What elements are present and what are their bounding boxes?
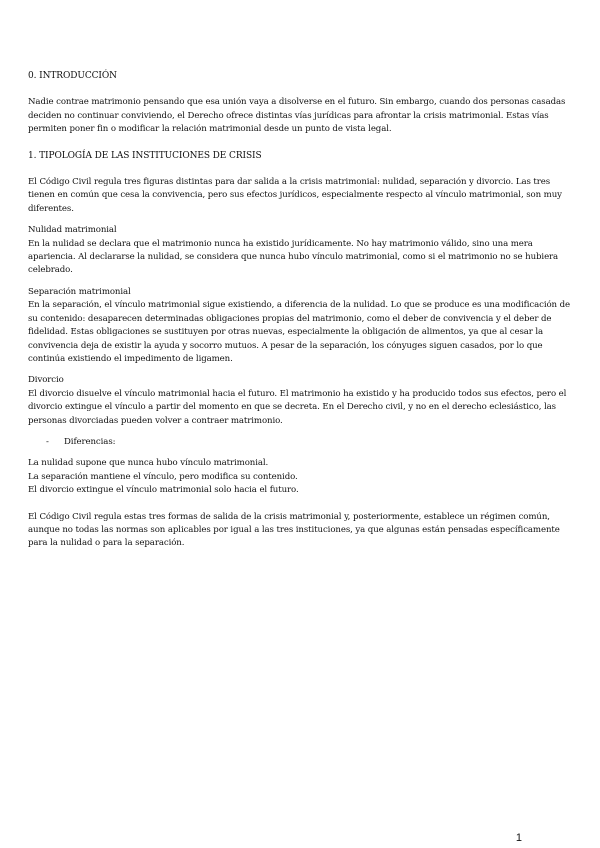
nulidad-paragraph: En la nulidad se declara que el matrimonio nunca ha existido jurídicamente. No hay matrimonio válido, sino una mera apariencia. Al declararse la nulidad, se considera que nunca hubo vínculo matrimonial, como si el matrimonio no se hubiera celebrado. [28, 238, 559, 276]
section-heading-tipologia: 1. TIPOLOGÍA DE LAS INSTITUCIONES DE CRISIS [28, 150, 262, 161]
separacion-paragraph: En la separación, el vínculo matrimonial sigue existiendo, a diferencia de la nulidad. Lo que se produce es una modificación de su contenido: desaparecen determinadas obligaciones propias del matrimonio, como el deber de convivencia y el deber de fidelidad. Estas obligaciones se sustituyen por otras nuevas, especialmente la obligación de alimentos, ya que al cesar la convivencia deja de existir la ayuda y socorro mutuos. A pesar de la separación, los cónyuges siguen casados, por lo que continúa existiendo el impedimento de ligamen. [28, 300, 571, 364]
nulidad-title: Nulidad matrimonial [28, 225, 117, 236]
bullet-dash: - [46, 436, 49, 447]
diferencia-line: El divorcio extingue el vínculo matrimonial solo hacia el futuro. [28, 485, 299, 496]
divorcio-title: Divorcio [28, 375, 64, 386]
diferencias-bullet [28, 436, 574, 449]
diferencia-line: La separación mantiene el vínculo, pero modifica su contenido. [28, 471, 298, 482]
intro-paragraph: Nadie contrae matrimonio pensando que esa unión vaya a disolverse en el futuro. Sin embargo, cuando dos personas casadas deciden no continuar conviviendo, el Derecho ofrece distintas vías jurídicas para afrontar la crisis matrimonial. Estas vías permiten poner fin o modificar la relación matrimonial desde un punto de vista legal. [28, 97, 566, 135]
separacion-title: Separación matrimonial [28, 286, 131, 297]
divorcio-paragraph: El divorcio disuelve el vínculo matrimonial hacia el futuro. El matrimonio ha existido y ha producido todos sus efectos, pero el divorcio extingue el vínculo a partir del momento en que se decreta. En el Derecho civil, y no en el derecho eclesiástico, las personas divorciadas pueden volver a contraer matrimonio. [28, 388, 567, 426]
conclusion-paragraph: El Código Civil regula estas tres formas de salida de la crisis matrimonial y, posteriormente, establece un régimen común, aunque no todas las normas son aplicables por igual a las tres instituciones, ya que algunas están pensadas específicamente para la nulidad o para la separación. [28, 511, 560, 549]
page-number: 1 [515, 832, 522, 844]
tipologia-paragraph: El Código Civil regula tres figuras distintas para dar salida a la crisis matrimonial: nulidad, separación y divorcio. Las tres tienen en común que cesa la convivencia, pero sus efectos jurídicos, especialmente respecto al vínculo matrimonial, son muy diferentes. [28, 177, 562, 214]
diferencia-line: La nulidad supone que nunca hubo vínculo matrimonial. [28, 458, 269, 469]
diferencias-list [28, 457, 574, 497]
section-heading-introduccion: 0. INTRODUCCIÓN [28, 71, 117, 81]
diferencias-label: Diferencias: [64, 436, 116, 447]
document-body [28, 70, 574, 551]
